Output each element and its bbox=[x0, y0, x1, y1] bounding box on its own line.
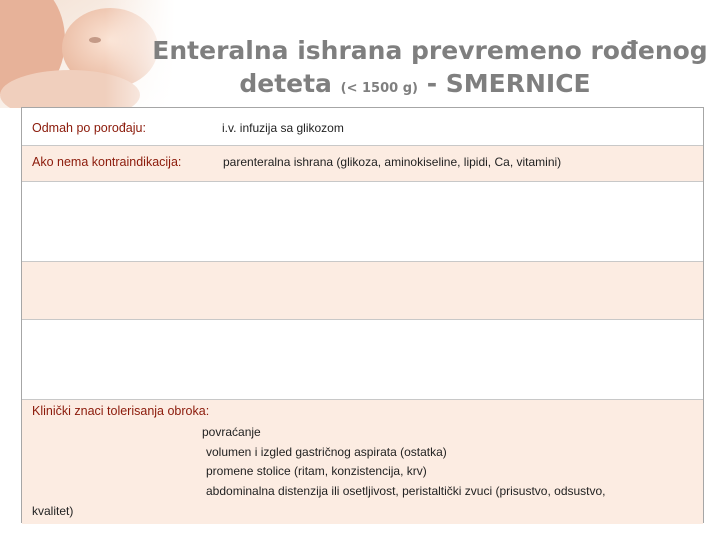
table-row bbox=[22, 182, 703, 262]
title-line-2-end: - SMERNICE bbox=[426, 69, 591, 98]
title-line-2-main: deteta bbox=[239, 69, 332, 98]
row-label-tolerance-signs: Klinički znaci tolerisanja obroka: bbox=[32, 404, 210, 418]
list-item: volumen i izgled gastričnog aspirata (ostatka) bbox=[206, 445, 447, 459]
list-item: kvalitet) bbox=[32, 504, 74, 518]
table-row bbox=[22, 262, 703, 320]
row-value-parenteral: parenteralna ishrana (glikoza, aminokiseline, lipidi, Ca, vitamini) bbox=[223, 155, 562, 169]
list-item: promene stolice (ritam, konzistencija, krv) bbox=[206, 464, 427, 478]
table-row bbox=[22, 108, 703, 146]
list-item: povraćanje bbox=[202, 425, 261, 439]
guidelines-table bbox=[21, 107, 704, 523]
list-item: abdominalna distenzija ili osetljivost, peristaltički zvuci (prisustvo, odsustvo, bbox=[206, 484, 606, 498]
row-label-no-contraindications: Ako nema kontraindikacija: bbox=[32, 155, 182, 169]
row-label-after-birth: Odmah po porođaju: bbox=[32, 121, 146, 135]
table-row bbox=[22, 146, 703, 182]
row-value-after-birth: i.v. infuzija sa glikozom bbox=[222, 121, 344, 135]
mother-baby-photo bbox=[0, 0, 175, 108]
table-row bbox=[22, 320, 703, 400]
page-title bbox=[150, 34, 710, 105]
title-line-1: Enteralna ishrana prevremeno rođenog bbox=[152, 36, 708, 65]
table-row bbox=[22, 400, 703, 524]
title-weight-note: (< 1500 g) bbox=[340, 81, 418, 96]
